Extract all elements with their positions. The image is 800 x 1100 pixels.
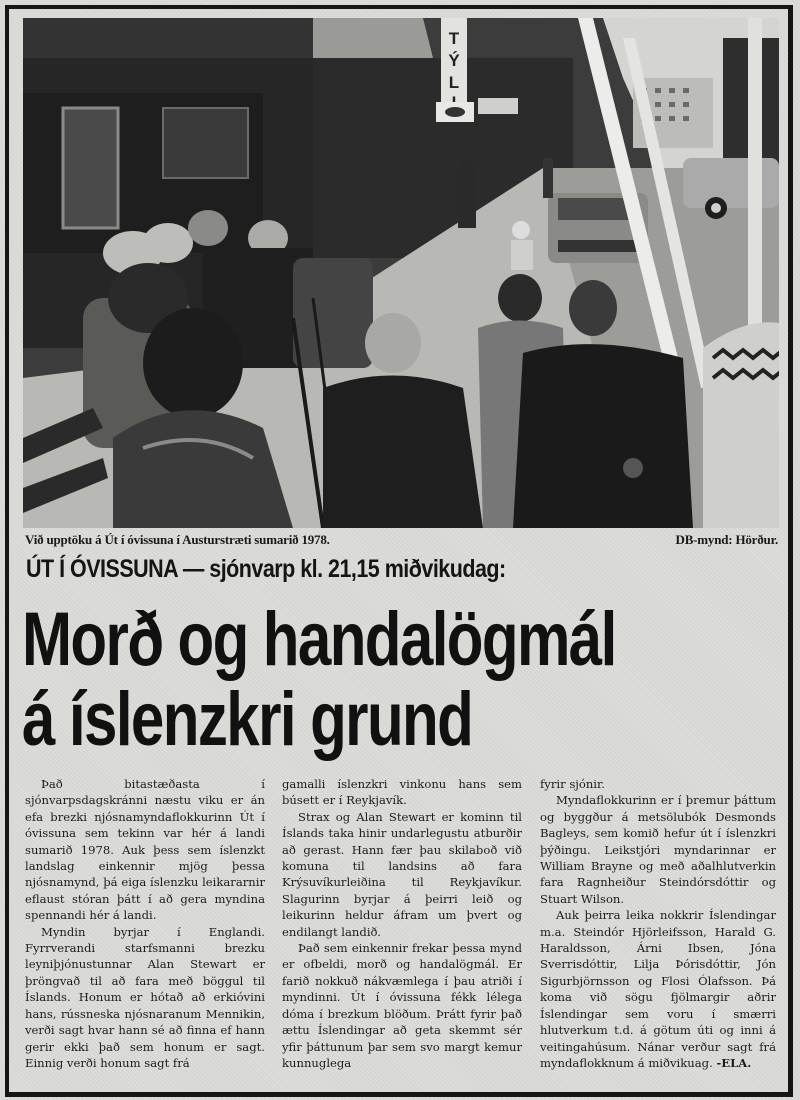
paragraph-text: Auk þeirra leika nokkrir Íslendingar m.a. Steindór Hjörleifsson, Harald G. Haraldsson, Árni Ibsen, Jóna Sverrisdóttir, Lilja Þórisdóttir, Jón Sigurbjörnsson og Flosi Ólafsson. Þá koma við sögu fjölmargir aðrir Íslendingar sem voru í smærri hlutverkum t.d. á götum úti og inni á veitingahúsum. Nánar verður sagt frá myndaflokknum á miðvikuag. (540, 908, 776, 1070)
street-scene-photo (23, 18, 779, 528)
article-photo (23, 18, 779, 528)
shop-sign-letter: T (448, 29, 460, 48)
paragraph: Það bitastæðasta í sjónvarpsdagskránni næstu viku er án efa brezki njósnamyndaflokkurinn Út í óvissuna sem tekinn var hér á landi sumarið 1978. Auk þess sem íslenzkt landslag einkennir mjög þessa njósnamynd, þá eiga íslenzku leikararnir eflaust stóran þátt í að gera myndina spennandi hér á landi. (25, 777, 265, 923)
svg-text:L: L (448, 73, 460, 92)
paragraph: fyrir sjónir. (540, 777, 605, 791)
author-signature: -ELA. (716, 1055, 752, 1070)
headline-line-1: Morð og handalögmál (22, 597, 616, 682)
body-column-1 (25, 776, 265, 1071)
paragraph: Strax og Alan Stewart er kominn til Íslands taka hinir undarlegustu atburðir að gerast. Hann fær þau skilaboð við komuna til landsins að fara Krýsuvíkurleiðina til Reykjavíkur. Slagurinn byrjar á þeirri leið og leikurinn heldur áfram um þvert og endilangt landið. (282, 809, 522, 939)
paragraph: Það sem einkennir frekar þessa mynd er ofbeldi, morð og handalögmál. Er farið nokkuð nákvæmlega í þau atriði í myndinni. Út í óvissuna fékk lélega dóma í brezkum blöðum. Þrátt fyrir það ættu Íslendingar að geta skemmt sér yfir þáttunum þar sem svo margt kemur kunnuglega (282, 941, 522, 1070)
paragraph: Myndaflokkurinn er í þremur þáttum og byggður á metsölubók Desmonds Bagleys, sem komið hefur út í íslenzkri þýðingu. Leikstjóri myndarinnar er William Brayne og með aðalhlutverkin fara Ragnheiður Steindórsdóttir og Stuart Wilson. (540, 793, 776, 906)
paragraph: Myndin byrjar í Englandi. Fyrrverandi starfsmanni brezku leyniþjónustunnar Alan Stewart er þröngvað til að fara með böggul til Íslands. Honum er hótað að erkióvini hans, rússneska njósnaranum Mennikin, verði sagt hvar hann sé að finna ef hann gerir ekki það sem honum er sagt. Einnig verði honum sagt frá (25, 924, 265, 1070)
photo-caption: Við upptöku á Út í óvissuna í Austurstræti sumarið 1978. (25, 532, 330, 547)
photo-caption-row (25, 531, 778, 549)
main-headline (22, 597, 733, 762)
body-column-3 (540, 776, 776, 1071)
paragraph (540, 907, 776, 1071)
kicker-headline: ÚT Í ÓVISSUNA — sjónvarp kl. 21,15 miðvikudag: (26, 555, 506, 583)
paragraph: gamalli íslenzkri vinkonu hans sem búsett er í Reykjavík. (282, 777, 522, 808)
headline-line-2: á íslenzkri grund (22, 677, 473, 762)
photo-credit: DB-mynd: Hörður. (675, 532, 778, 547)
body-column-2 (282, 776, 522, 1071)
svg-text:Ý: Ý (448, 51, 460, 70)
